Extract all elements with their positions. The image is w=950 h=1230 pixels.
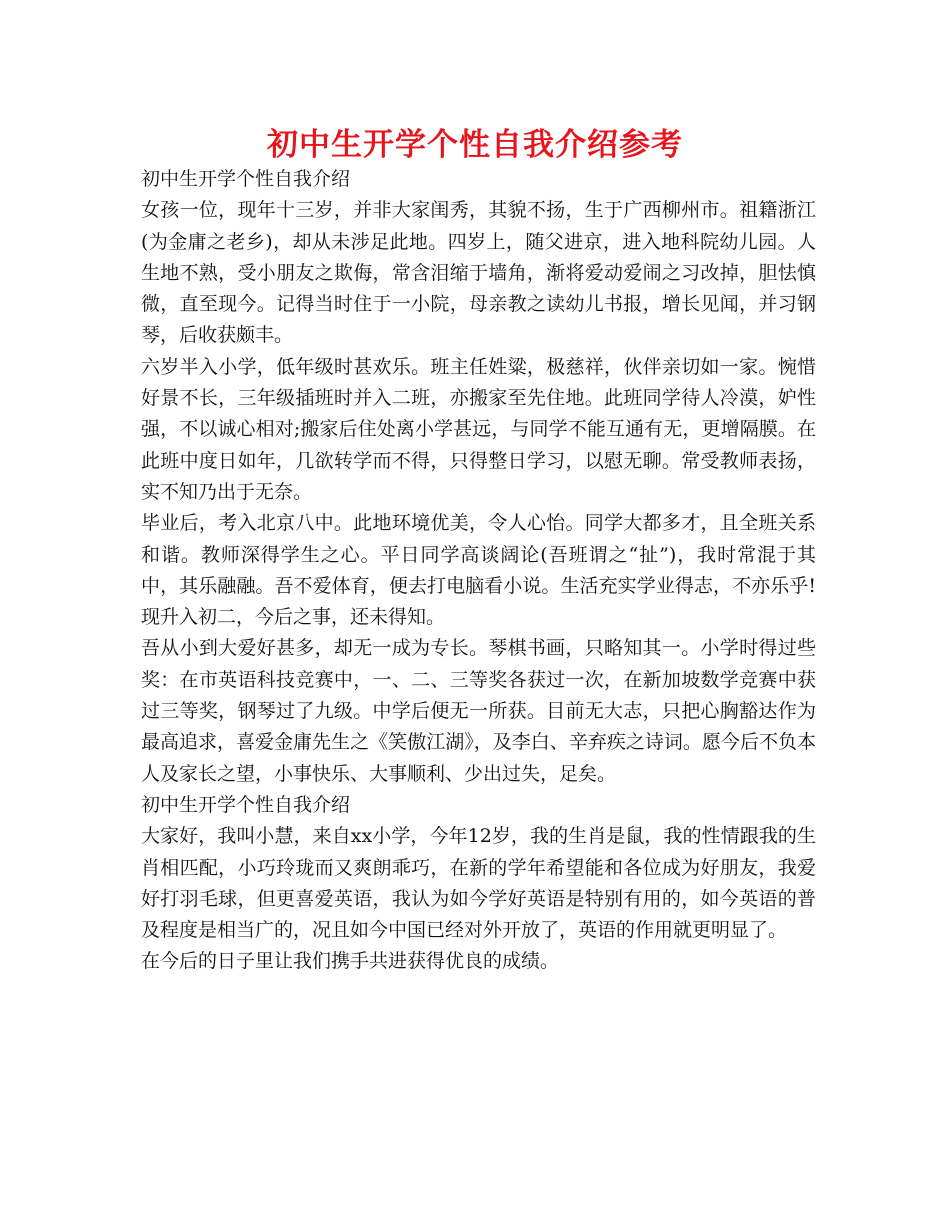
body-paragraph: 毕业后，考入北京八中。此地环境优美，令人心怡。同学大都多才，且全班关系和谐。教师深得学生之心。平日同学高谈阔论(吾班谓之“扯”)，我时常混于其中，其乐融融。吾不爱体育，便去打电脑看小说。生活充实学业得志，不亦乐乎!现升入初二，今后之事，还未得知。 <box>141 512 816 629</box>
section-heading: 初中生开学个性自我介绍 <box>141 793 351 816</box>
document-body <box>141 164 816 978</box>
body-paragraph: 吾从小到大爱好甚多，却无一成为专长。琴棋书画，只略知其一。小学时得过些奖：在市英语科技竞赛中，一、二、三等奖各获过一次，在新加坡数学竞赛中获过三等奖，钢琴过了九级。中学后便无一所获。目前无大志，只把心胸豁达作为最高追求，喜爱金庸先生之《笑傲江湖》，及李白、辛弃疾之诗词。愿今后不负本人及家长之望，小事快乐、大事顺利、少出过失，足矣。 <box>141 637 816 785</box>
section-heading: 初中生开学个性自我介绍 <box>141 168 351 190</box>
body-paragraph: 在今后的日子里让我们携手共进获得优良的成绩。 <box>141 950 560 973</box>
document-title: 初中生开学个性自我介绍参考 <box>267 127 683 163</box>
body-paragraph: 大家好，我叫小慧，来自xx小学，今年12岁，我的生肖是鼠，我的性情跟我的生肖相匹配，小巧玲珑而又爽朗乖巧，在新的学年希望能和各位成为好朋友，我爱好打羽毛球，但更喜爱英语，我认为如今学好英语是特别有用的，如今英语的普及程度是相当广的，况且如今中国已经对外开放了，英语的作用就更明显了。 <box>141 825 816 942</box>
body-paragraph: 六岁半入小学，低年级时甚欢乐。班主任姓粱，极慈祥，伙伴亲切如一家。惋惜好景不长，三年级插班时并入二班，亦搬家至先住地。此班同学待人冷漠，妒性强，不以诚心相对;搬家后住处离小学甚远，与同学不能互通有无，更增隔膜。在此班中度日如年，几欲转学而不得，只得整日学习，以慰无聊。常受教师表扬，实不知乃出于无奈。 <box>141 355 816 503</box>
body-paragraph: 女孩一位，现年十三岁，并非大家闺秀，其貌不扬，生于广西柳州市。祖籍浙江(为金庸之老乡)，却从未涉足此地。四岁上，随父进京，进入地科院幼儿园。人生地不熟，受小朋友之欺侮，常含泪缩于墙角，渐将爱动爱闹之习改掉，胆怯慎微，直至现今。记得当时住于一小院，母亲教之读幼儿书报，增长见闻，并习钢琴，后收获颇丰。 <box>141 199 816 347</box>
